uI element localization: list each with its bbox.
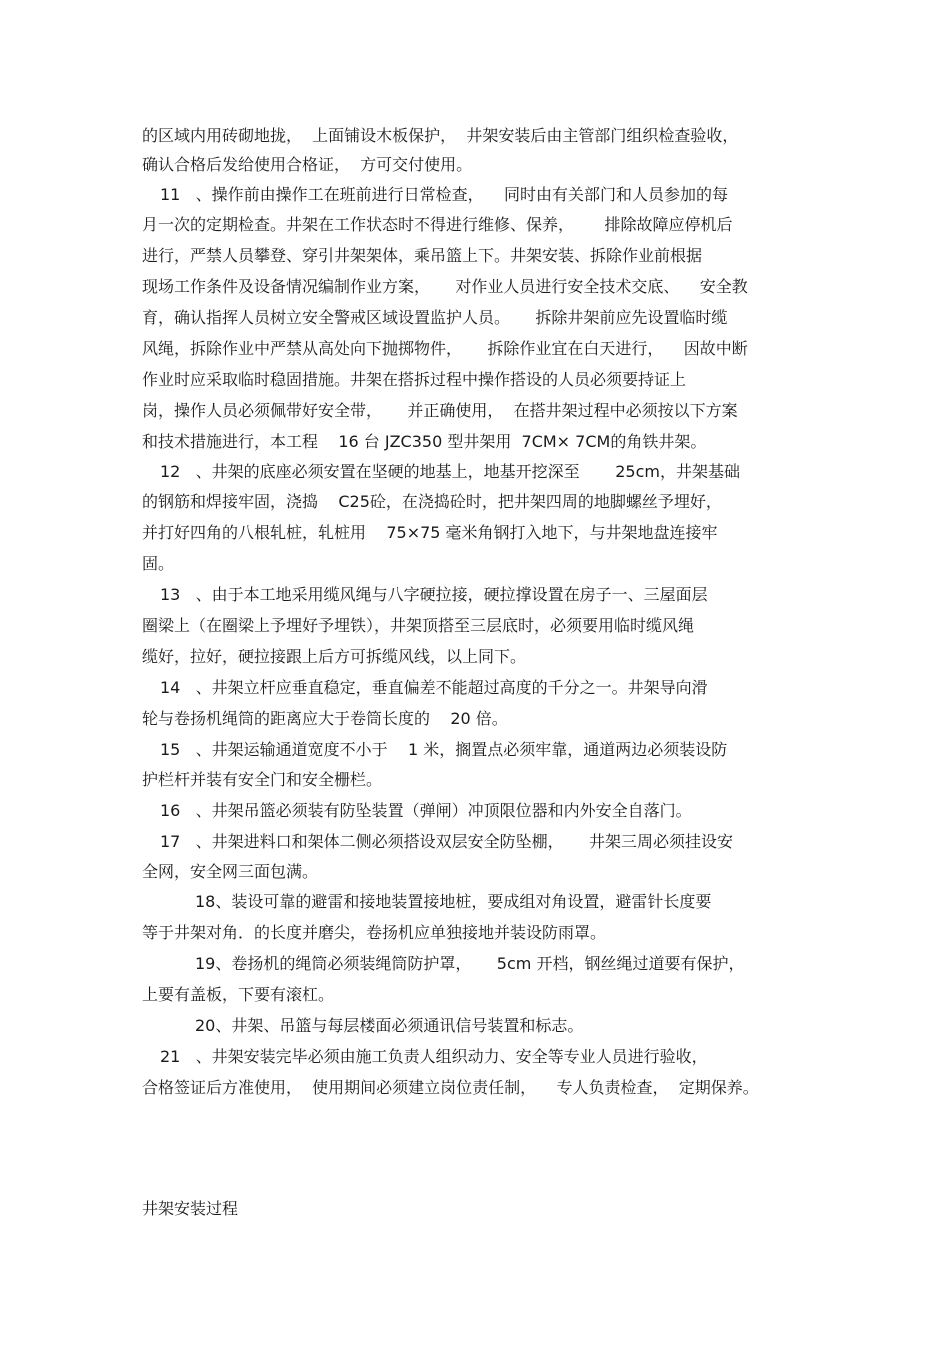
text-line: 的钢筋和焊接牢固，浇捣 C25砼，在浇捣砼时，把井架四周的地脚螺丝予埋好， <box>142 492 722 511</box>
text-line: 19、卷扬机的绳筒必须装绳筒防护罩， 5cm 开档，钢丝绳过道要有保护， <box>195 954 745 973</box>
text-line: 固。 <box>142 554 175 573</box>
text-line: 月一次的定期检查。井架在工作状态时不得进行维修、保养， 排除故障应停机后 <box>142 215 733 234</box>
text-line: 11 、操作前由操作工在班前进行日常检查， 同时由有关部门和人员参加的每 <box>160 185 728 204</box>
text-line: 缆好，拉好，硬拉接跟上后方可拆缆风线，以上同下。 <box>142 647 527 666</box>
text-line: 护栏杆并装有安全门和安全栅栏。 <box>142 770 383 789</box>
text-line: 和技术措施进行，本工程 16 台 JZC350 型井架用 7CM× 7CM的角铁井架。 <box>142 432 707 451</box>
text-line: 13 、由于本工地采用缆风绳与八字硬拉接，硬拉撑设置在房子一、三屋面层 <box>160 585 708 604</box>
text-line: 20、井架、吊篮与每层楼面必须通讯信号装置和标志。 <box>195 1016 584 1035</box>
text-line: 合格签证后方准使用， 使用期间必须建立岗位责任制， 专人负责检查， 定期保养。 <box>142 1078 759 1097</box>
text-line: 15 、井架运输通道宽度不小于 1 米，搁置点必须牢靠，通道两边必须装设防 <box>160 740 728 759</box>
text-line: 确认合格后发给使用合格证， 方可交付使用。 <box>142 155 473 174</box>
text-line: 17 、井架进料口和架体二侧必须搭设双层安全防坠棚， 井架三周必须挂设安 <box>160 832 734 851</box>
text-line: 圈梁上（在圈梁上予埋好予埋铁），井架顶搭至三层底时，必须要用临时缆风绳 <box>142 616 695 635</box>
text-line: 等于井架对角．的长度并磨尖，卷扬机应单独接地并装设防雨罩。 <box>142 923 607 942</box>
section-heading: 井架安装过程 <box>142 1199 239 1218</box>
text-line: 上要有盖板，下要有滚杠。 <box>142 985 335 1004</box>
text-line: 14 、井架立杆应垂直稳定，垂直偏差不能超过高度的千分之一。井架导向滑 <box>160 678 708 697</box>
text-line: 12 、井架的底座必须安置在坚硬的地基上，地基开挖深至 25cm，井架基础 <box>160 462 740 481</box>
text-line: 现场工作条件及设备情况编制作业方案， 对作业人员进行安全技术交底、 安全教 <box>142 277 748 296</box>
text-line: 育，确认指挥人员树立安全警戒区域设置监护人员。 拆除井架前应先设置临时缆 <box>142 308 728 327</box>
text-line: 岗，操作人员必须佩带好安全带， 并正确使用， 在搭井架过程中必须按以下方案 <box>142 401 738 420</box>
text-line: 21 、井架安装完毕必须由施工负责人组织动力、安全等专业人员进行验收， <box>160 1047 708 1066</box>
text-line: 作业时应采取临时稳固措施。井架在搭拆过程中操作搭设的人员必须要持证上 <box>142 370 687 389</box>
text-line: 轮与卷扬机绳筒的距离应大于卷筒长度的 20 倍。 <box>142 709 508 728</box>
text-line: 全网，安全网三面包满。 <box>142 862 319 881</box>
text-line: 进行，严禁人员攀登、穿引井架架体，乘吊篮上下。井架安装、拆除作业前根据 <box>142 246 703 265</box>
text-line: 16 、井架吊篮必须装有防坠装置（弹闸）冲顶限位器和内外安全自落门。 <box>160 801 692 820</box>
text-line: 并打好四角的八根轧桩，轧桩用 75×75 毫米角钢打入地下，与井架地盘连接牢 <box>142 523 718 542</box>
text-line: 的区域内用砖砌地拢， 上面铺设木板保护， 井架安装后由主管部门组织检查验收， <box>142 126 739 145</box>
text-line: 18、装设可靠的避雷和接地装置接地桩，要成组对角设置，避雷针长度要 <box>195 892 712 911</box>
text-line: 风绳，拆除作业中严禁从高处向下抛掷物件， 拆除作业宜在白天进行， 因故中断 <box>142 339 748 358</box>
